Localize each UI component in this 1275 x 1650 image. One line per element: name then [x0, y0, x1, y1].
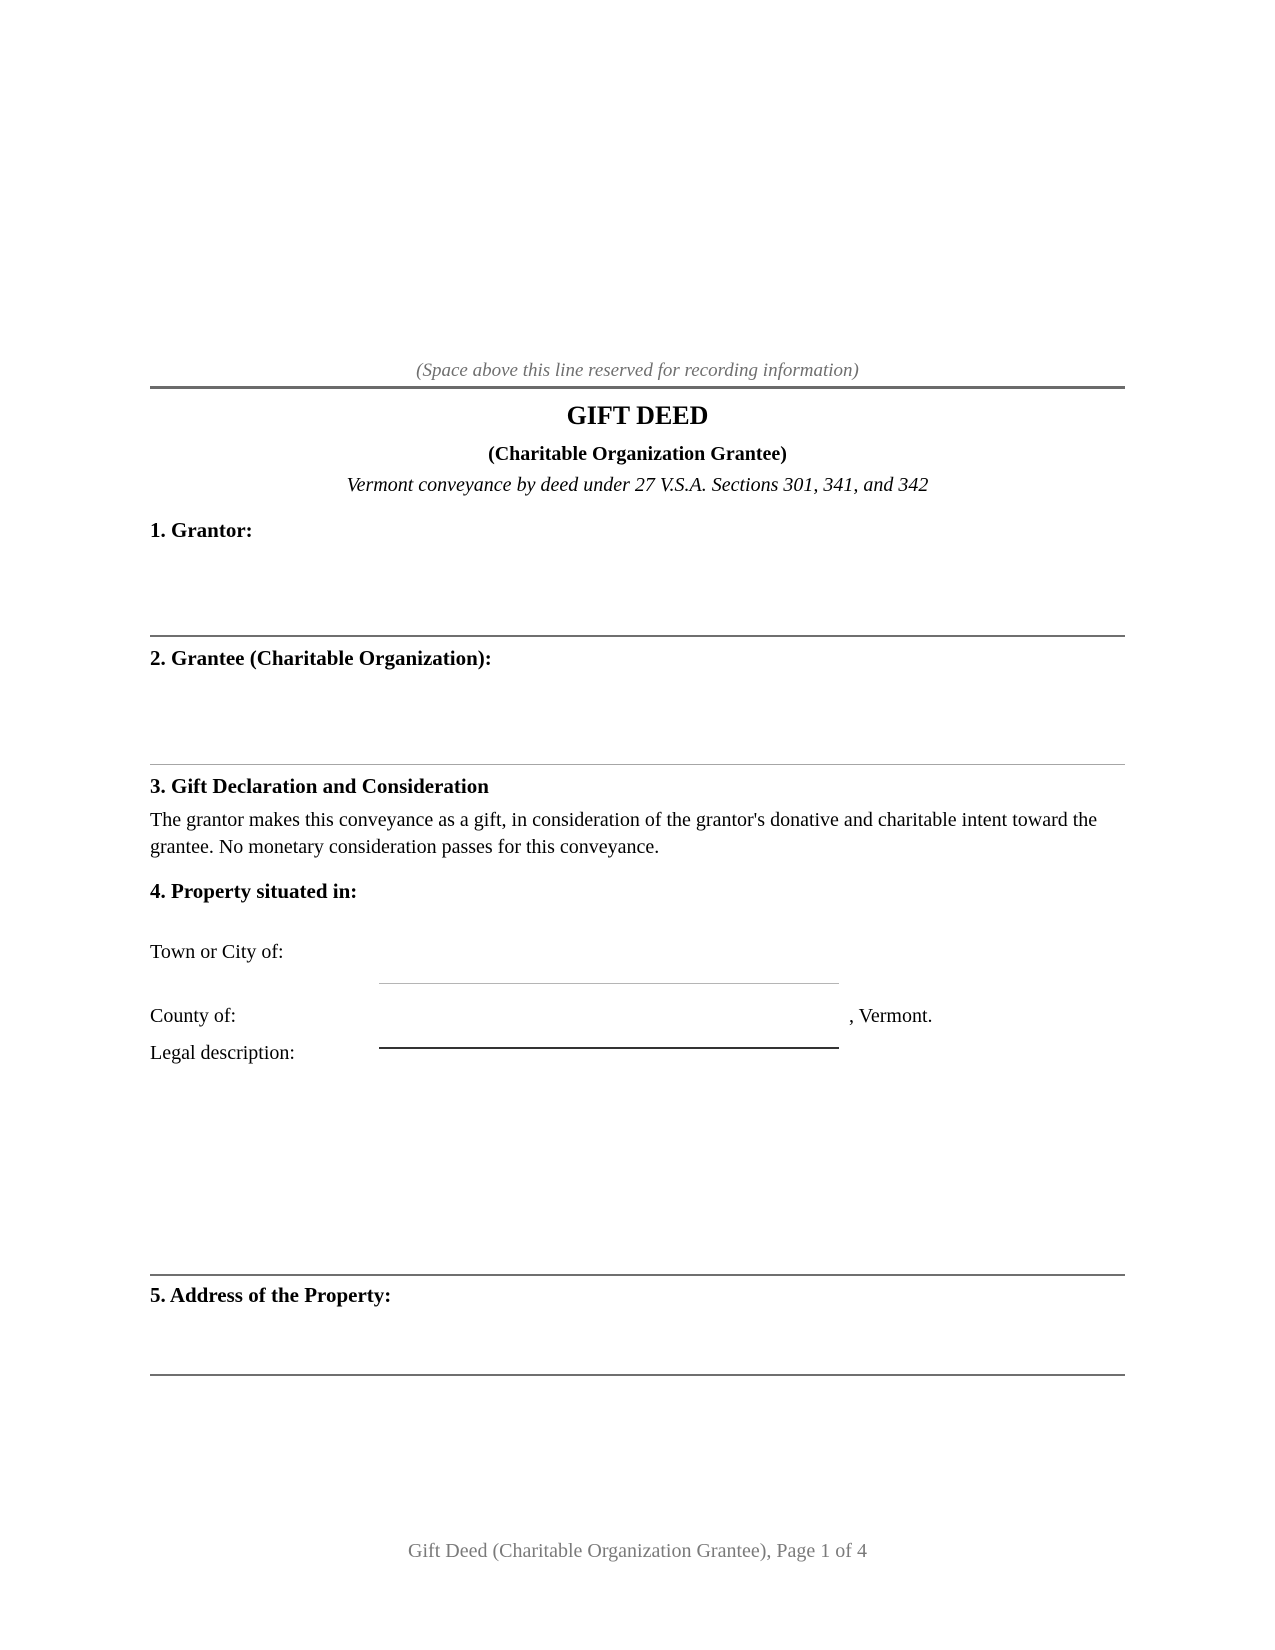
recording-space-divider — [150, 386, 1125, 389]
grantor-heading: 1. Grantor: — [150, 518, 253, 542]
grantee-field-line[interactable] — [150, 764, 1125, 765]
grantor-field-line[interactable] — [150, 635, 1125, 637]
county-field-line[interactable] — [379, 1047, 839, 1049]
document-subtitle: (Charitable Organization Grantee) — [488, 443, 787, 465]
gift-declaration-text: The grantor makes this conveyance as a gift, in consideration of the grantor's donative and charitable intent toward the grantee. No monetary consideration passes for this conveyance. — [150, 809, 1098, 858]
county-state-suffix: , Vermont. — [849, 1005, 933, 1027]
legal-description-label: Legal description: — [150, 1042, 295, 1064]
gift-declaration-heading: 3. Gift Declaration and Consideration — [150, 774, 489, 798]
statute-reference: Vermont conveyance by deed under 27 V.S.A. Sections 301, 341, and 342 — [346, 474, 929, 496]
grantee-heading: 2. Grantee (Charitable Organization): — [150, 646, 492, 670]
property-location-heading: 4. Property situated in: — [150, 879, 358, 903]
property-address-field-line[interactable] — [150, 1374, 1125, 1376]
recording-space-note: (Space above this line reserved for recording information) — [416, 360, 859, 381]
document-title: GIFT DEED — [566, 401, 709, 430]
page-footer: Gift Deed (Charitable Organization Grantee), Page 1 of 4 — [408, 1540, 867, 1562]
property-address-heading: 5. Address of the Property: — [150, 1283, 392, 1307]
town-field-line[interactable] — [379, 983, 839, 984]
county-label: County of: — [150, 1005, 237, 1027]
town-label: Town or City of: — [150, 941, 284, 963]
legal-description-field-line[interactable] — [150, 1274, 1125, 1276]
